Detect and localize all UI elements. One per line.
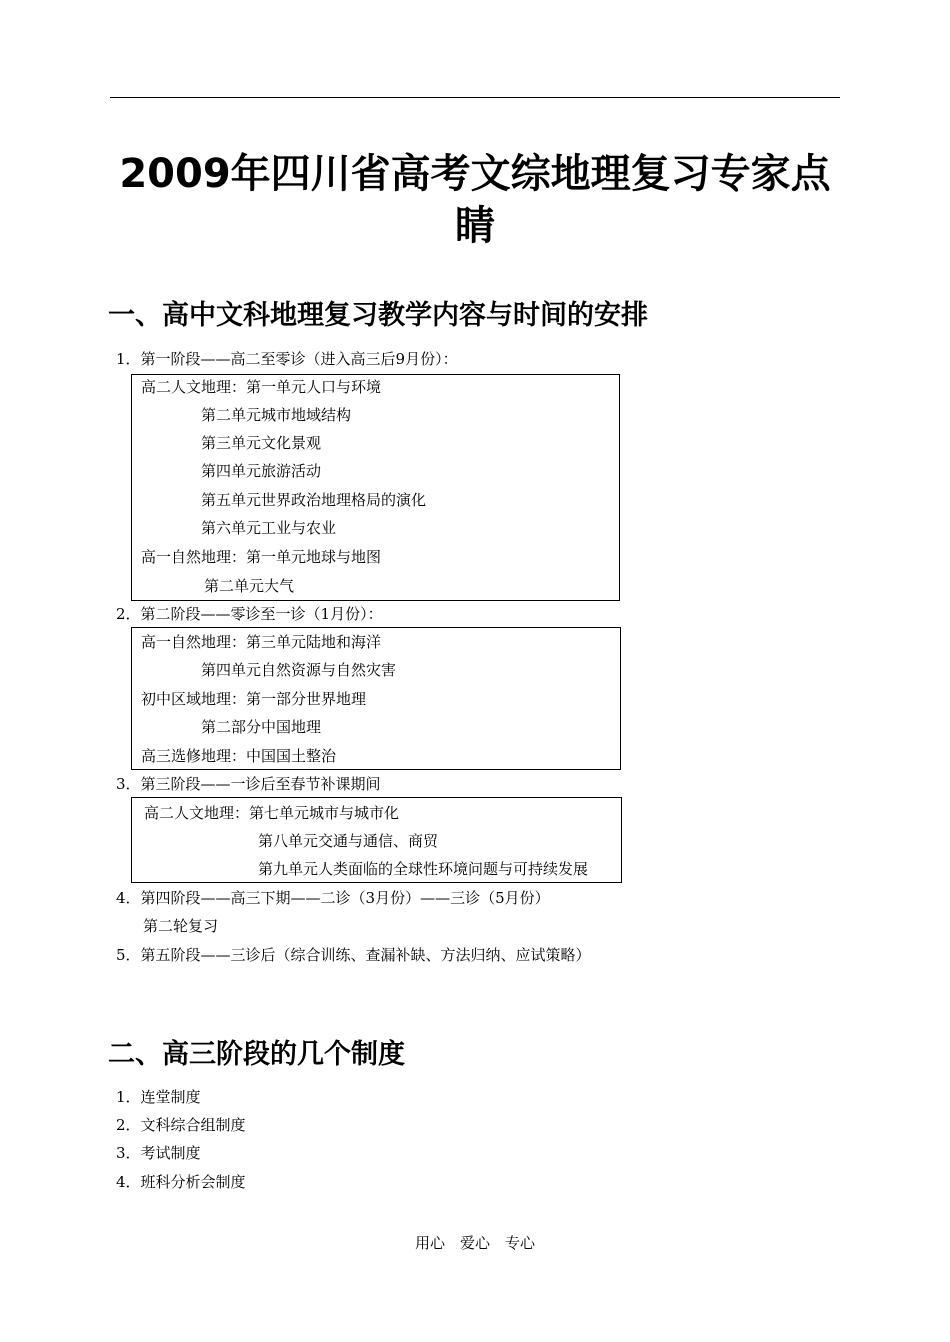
stage-3-line: 第九单元人类面临的全球性环境问题与可持续发展 (258, 860, 589, 878)
stage-4-sub: 第二轮复习 (143, 917, 219, 935)
list-item: 4．班科分析会制度 (116, 1173, 246, 1191)
stage-2-line: 初中区域地理：第一部分世界地理 (141, 690, 367, 708)
stage-2-line: 第二部分中国地理 (201, 718, 322, 736)
stage-1-line: 第四单元旅游活动 (201, 462, 322, 480)
list-item: 2．文科综合组制度 (116, 1116, 246, 1134)
stage-1-line: 第二单元城市地域结构 (201, 406, 352, 424)
list-item: 3．考试制度 (116, 1144, 201, 1162)
stage-3-line: 高二人文地理：第七单元城市与城市化 (144, 804, 400, 822)
stage-2-label: 2．第二阶段——零诊至一诊（1月份）： (116, 605, 383, 623)
header-rule (110, 97, 840, 98)
stage-1-line: 第六单元工业与农业 (201, 519, 337, 537)
stage-1-line: 高二人文地理：第一单元人口与环境 (141, 378, 382, 396)
stage-3-label: 3．第三阶段——一诊后至春节补课期间 (116, 775, 381, 793)
stage-2-line: 第四单元自然资源与自然灾害 (201, 661, 397, 679)
section-heading-schedule: 一、高中文科地理复习教学内容与时间的安排 (108, 300, 648, 331)
stage-1-line: 高一自然地理：第一单元地球与地图 (141, 548, 382, 566)
stage-1-line: 第三单元文化景观 (201, 434, 322, 452)
stage-1-line: 第五单元世界政治地理格局的演化 (201, 491, 427, 509)
stage-1-line: 第二单元大气 (204, 577, 295, 595)
section-heading-systems: 二、高三阶段的几个制度 (108, 1039, 405, 1070)
stage-3-line: 第八单元交通与通信、商贸 (258, 832, 439, 850)
stage-5-label: 5．第五阶段——三诊后（综合训练、查漏补缺、方法归纳、应试策略） (116, 946, 591, 964)
list-item: 1．连堂制度 (116, 1088, 201, 1106)
stage-2-line: 高三选修地理：中国国土整治 (141, 747, 337, 765)
document-title: 2009年四川省高考文综地理复习专家点睛 (119, 151, 831, 249)
stage-1-label: 1．第一阶段——高二至零诊（进入高三后9月份）： (116, 350, 458, 368)
stage-2-line: 高一自然地理：第三单元陆地和海洋 (141, 633, 382, 651)
stage-4-label: 4．第四阶段——高三下期——二诊（3月份）——三诊（5月份） (116, 889, 550, 907)
page-footer: 用心 爱心 专心 (414, 1234, 535, 1252)
